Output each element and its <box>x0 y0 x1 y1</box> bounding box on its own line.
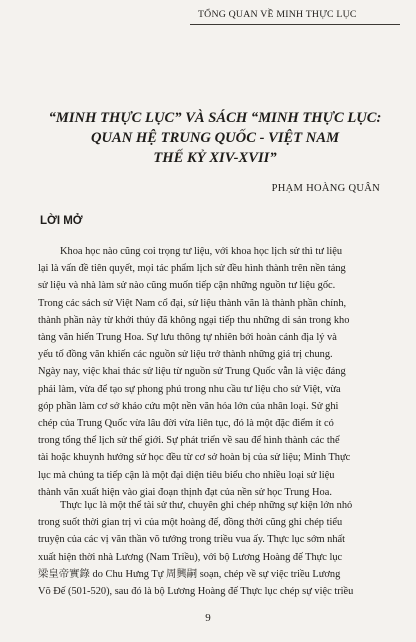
title-line: QUAN HỆ TRUNG QUỐC - VIỆT NAM <box>90 130 340 146</box>
text-line: Khoa học nào cũng coi trọng tư liệu, với khoa học lịch sử thì tư liệu <box>60 246 343 257</box>
title-line: THẾ KỶ XIV-XVII” <box>153 150 277 166</box>
article-title <box>36 108 394 168</box>
text-line: góp phần làm cơ sở khảo cứu một nền văn hóa lớn của nhân loại. Sử ghi <box>38 400 339 412</box>
paragraph-2 <box>38 497 376 600</box>
text-line: sử liệu và nhà làm sử nào cũng muốn tiếp cận những nguồn tư liệu gốc. <box>38 280 336 292</box>
page-number: 9 <box>205 612 211 624</box>
text-line: trong tổng thể lịch sử thế giới. Sự phát triển về sau để hình thành các thể <box>38 435 340 447</box>
running-head: TỔNG QUAN VỀ MINH THỰC LỤC <box>198 9 357 20</box>
text-line: Trong các sách sử Việt Nam cổ đại, sử liệu thành văn là thành phần chính, <box>38 297 347 309</box>
paragraph-1 <box>38 243 376 501</box>
text-line: Thực lục là một thể tài sử thư, chuyên ghi chép những sự kiện lớn nhỏ <box>60 500 353 511</box>
text-line: phải làm, vừa để tạo sự phong phú trong nhu cầu tư liệu cho sử Việt, vừa <box>38 383 341 395</box>
title-line: “MINH THỰC LỤC” VÀ SÁCH “MINH THỰC LỤC: <box>48 110 382 126</box>
author-name: PHẠM HOÀNG QUÂN <box>271 183 380 194</box>
text-line: tàng văn hiến Trung Hoa. Sự lưu thông tự nhiên bởi hoàn cảnh địa lý và <box>38 332 337 344</box>
text-line: Ngày nay, việc khai thác sử liệu từ nguồn sử Trung Quốc vẫn là việc đáng <box>38 366 346 378</box>
text-line: lục mà chúng ta tiếp cận là một đại diện tiêu biểu cho nhiều loại sử liệu <box>38 469 335 481</box>
text-line: Võ Đế (501-520), sau đó là bộ Lương Hoàng đế Thực lục chép sự việc triều <box>38 586 354 598</box>
text-line: yếu tố đồng văn khiến các nguồn sử liệu trở thành những giá trị chung. <box>38 349 333 361</box>
text-line: trong suốt thời gian trị vì của một hoàng đế, đồng thời cũng ghi chép tiểu <box>38 517 343 529</box>
text-line: thành văn xuất hiện vào giai đoạn thịnh đạt của nền sử học Trung Hoa. <box>38 486 332 498</box>
text-line: lại là vấn đề tiên quyết, mọi tác phẩm lịch sử đều hình thành trên nền tảng <box>38 263 346 275</box>
text-line: xuất hiện thời nhà Lương (Nam Triều), với bộ Lương Hoàng đế Thực lục <box>38 551 343 563</box>
text-line: tài hoặc khuynh hướng sử học đều từ cơ sở hoàn bị của sử liệu; Minh Thực <box>38 452 351 464</box>
text-line: truyện của các vị văn thần võ tướng trong triều vua ấy. Thực lục sớm nhất <box>38 534 346 546</box>
text-line: thành phần này từ khởi thủy đã không ngại tiếp thu những di sản trong kho <box>38 314 350 326</box>
header-rule <box>190 24 400 25</box>
text-line: chép của Trung Quốc vừa lâu đời vừa liên tục, đó là một đặc điểm ít có <box>38 418 334 430</box>
section-heading: LỜI MỞ <box>40 215 83 227</box>
text-line: 梁皇帝實錄 do Chu Hưng Tự 周興嗣 soạn, chép về sự việc triều Lương <box>38 568 341 580</box>
